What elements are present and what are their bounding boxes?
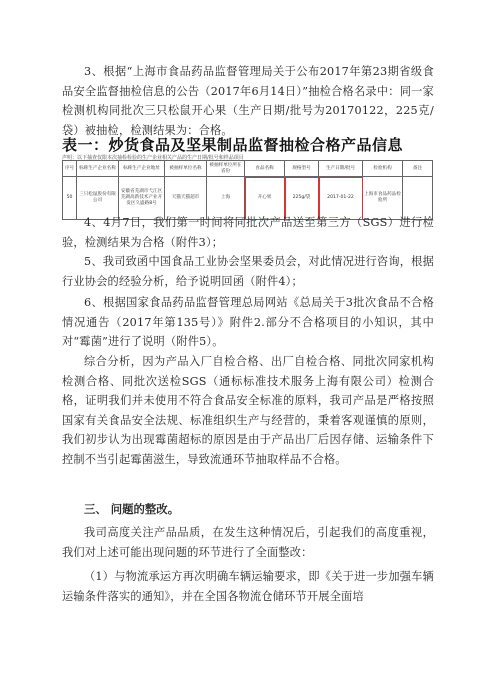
cell-producer: 三只松鼠股份有限公司 bbox=[77, 177, 119, 220]
header-cell: 标称生产企业名称 bbox=[77, 161, 119, 177]
cell-spec-highlighted: 225g/袋 bbox=[285, 177, 319, 220]
header-cell: 被抽样单位所在省份 bbox=[207, 161, 245, 177]
cell-address: 安徽省芜湖市弋江区芜湖高新技术产业开发区久盛路8号 bbox=[119, 177, 165, 220]
header-cell: 食品名称 bbox=[245, 161, 285, 177]
paragraph-3: 3、根据“上海市食品药品监督管理局关于公布2017年第23期省级食品安全监督抽检信息的公告（2017年6月14日）”抽检合格名录中：同一家检测机构同批次三只松鼠开心果（生产日期/批号为20170122，225克/袋）被抽检，检测结果为：合格。 bbox=[62, 65, 434, 137]
cell-lab: 上海市食品药品检验所 bbox=[363, 177, 403, 220]
paragraph-5: 5、我司致函中国食品工业协会坚果委员会，对此情况进行咨询，根据行业协会的经验分析，给予说明回函（附件4）； bbox=[62, 255, 434, 288]
cell-sampled-unit: 天猫天猫超市 bbox=[165, 177, 207, 220]
paragraph-measure-1: （1）与物流承运方再次明确车辆运输要求，即《关于进一步加强车辆运输条件落实的通知》，并在全国各物流仓储环节开展全面培 bbox=[62, 570, 434, 603]
section-heading: 三、 问题的整改。 bbox=[84, 502, 180, 516]
table-header-row bbox=[63, 161, 433, 177]
table-subtitle: 声明：以下抽查仅限本次抽检检验的生产企业相关产品的生产日期/批号和样品项目 bbox=[62, 155, 244, 161]
header-cell: 标称生产企业地址 bbox=[119, 161, 165, 177]
paragraph-6: 6、根据国家食品药品监督管理总局网站《总局关于3批次食品不合格情况通告（2017年第135号）》附件2.部分不合格项目的小知识，其中对“霉菌”进行了说明（附件5）。 bbox=[62, 296, 434, 348]
cell-date-highlighted: 2017-01-22 bbox=[319, 177, 363, 220]
header-cell: 生产日期/批号 bbox=[319, 161, 363, 177]
qualified-products-table bbox=[62, 160, 433, 220]
paragraph-rectification: 我司高度关注产品品质，在发生这种情况后，引起我们的高度重视，我们对上述可能出现问题的环节进行了全面整改： bbox=[62, 526, 434, 559]
cell-food-highlighted: 开心果 bbox=[245, 177, 285, 220]
paragraph-4: 4、4月7日，我们第一时间将同批次产品送至第三方（SGS）进行检验，检测结果为合格（附件3）； bbox=[62, 216, 434, 249]
header-cell: 序号 bbox=[63, 161, 77, 177]
header-cell: 被抽样单位名称 bbox=[165, 161, 207, 177]
header-cell: 备注 bbox=[403, 161, 433, 177]
cell-no: 50 bbox=[63, 177, 77, 220]
header-cell: 规格型号 bbox=[285, 161, 319, 177]
paragraph-summary: 综合分析，因为产品入厂自检合格、出厂自检合格、同批次同家机构检测合格、同批次送检SGS（通标标准技术服务上海有限公司）检测合格，证明我们并未使用不符合食品安全标准的原料，我司产品是严格按照国家有关食品安全法规、标准组织生产与经营的，秉着客观谨慎的原则，我们初步认为出现霉菌超标的原因是由于产品出厂后因存储、运输条件下控制不当引起霉菌滋生，导致流通环节抽取样品不合格。 bbox=[62, 355, 434, 466]
header-cell: 检验机构 bbox=[363, 161, 403, 177]
cell-province: 上海 bbox=[207, 177, 245, 220]
table-title: 表一：炒货食品及坚果制品监督抽检合格产品信息 bbox=[62, 136, 404, 154]
